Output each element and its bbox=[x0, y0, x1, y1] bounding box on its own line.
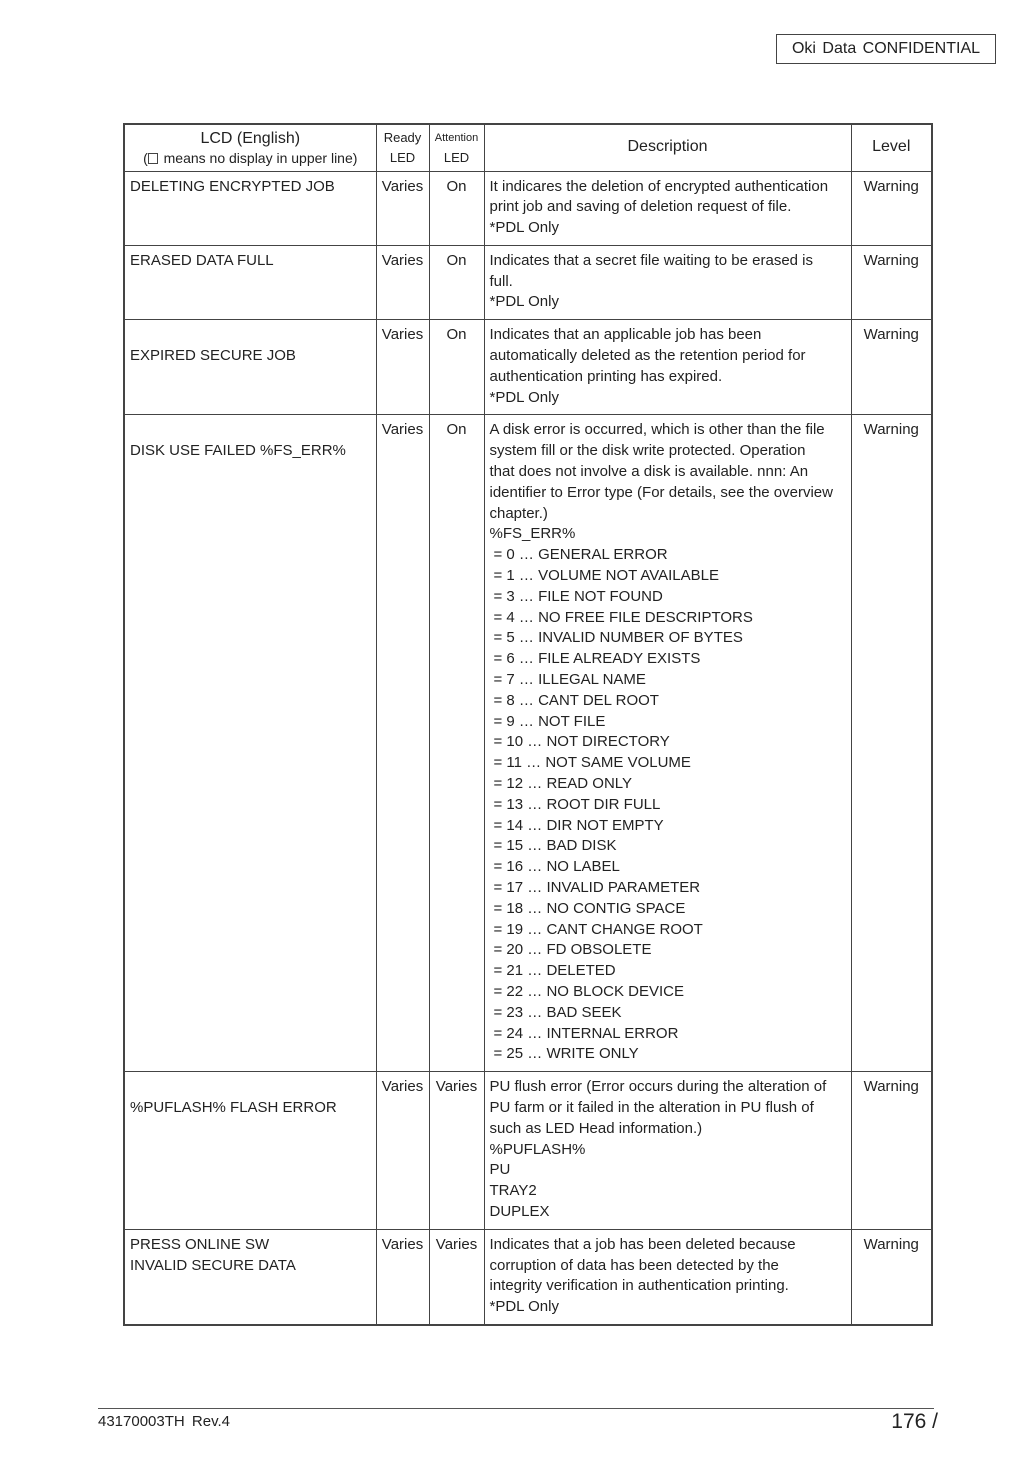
error-code-item: = 21 … DELETED bbox=[493, 962, 616, 980]
error-code-item: = 5 … INVALID NUMBER OF BYTES bbox=[493, 629, 743, 647]
level-cell: Warning bbox=[851, 415, 932, 1072]
level-cell: Warning bbox=[851, 171, 932, 245]
error-code-item: = 24 … INTERNAL ERROR bbox=[493, 1024, 679, 1042]
ready-led-cell: Varies bbox=[376, 245, 429, 319]
table-row bbox=[124, 245, 932, 319]
error-code-item: = 23 … BAD SEEK bbox=[493, 1003, 622, 1021]
error-code-item: = 25 … WRITE ONLY bbox=[493, 1045, 639, 1063]
error-code-item: = 7 … ILLEGAL NAME bbox=[493, 671, 646, 689]
attention-led-cell: On bbox=[429, 415, 484, 1072]
error-code-item: = 16 … NO LABEL bbox=[493, 858, 620, 876]
error-code-item: = 6 … FILE ALREADY EXISTS bbox=[493, 650, 701, 668]
error-code-item: = 11 … NOT SAME VOLUME bbox=[493, 754, 691, 772]
lcd-header-title: LCD (English) bbox=[200, 129, 301, 147]
ready-led-cell: Varies bbox=[376, 320, 429, 415]
ready-led-cell: Varies bbox=[376, 171, 429, 245]
error-code-item: = 22 … NO BLOCK DEVICE bbox=[493, 982, 684, 1000]
attention-led-cell: Varies bbox=[429, 1229, 484, 1325]
lcd-message-table bbox=[123, 123, 933, 1326]
confidential-label: Oki Data CONFIDENTIAL bbox=[776, 34, 996, 64]
document-id: 43170003TH Rev.4 bbox=[98, 1413, 230, 1430]
footer-divider bbox=[98, 1408, 934, 1409]
error-code-item: = 18 … NO CONTIG SPACE bbox=[493, 899, 686, 917]
lcd-cell: DELETING ENCRYPTED JOB bbox=[124, 171, 376, 245]
attention-led-cell: On bbox=[429, 245, 484, 319]
table-row bbox=[124, 1229, 932, 1325]
ready-led-cell: Varies bbox=[376, 1229, 429, 1325]
lcd-header-note: ( means no display in upper line) bbox=[143, 149, 358, 166]
level-header: Level bbox=[851, 124, 932, 171]
error-code-item: = 0 … GENERAL ERROR bbox=[493, 546, 668, 564]
attention-led-cell: On bbox=[429, 320, 484, 415]
lcd-cell: DISK USE FAILED %FS_ERR% bbox=[124, 415, 376, 1072]
table-header-row bbox=[124, 124, 932, 171]
description-cell: A disk error is occurred, which is other than the file system fill or the disk write protected. Operation that does not involve a disk is available. nnn: An identifier to Error type (For details, see the overview chapter.) %FS_ERR% = 0 … GENERAL ERROR = 1 … VOLUME NOT AVAILABLE = 3 … FILE NOT FOUND = 4 … NO FREE FILE DESCRIPTORS = 5 … INVALID NUMBER OF BYTES = 6 … FILE ALREADY EXISTS = 7 … ILLEGAL NAME = 8 … CANT DEL ROOT = 9 … NOT FILE = 10 … NOT DIRECTORY = 11 … NOT SAME VOLUME = 12 … READ ONLY = 13 … ROOT DIR FULL = 14 … DIR NOT EMPTY = 15 … BAD DISK = 16 … NO LABEL = 17 … INVALID PARAMETER = 18 … NO CONTIG SPACE = 19 … CANT CHANGE ROOT = 20 … FD OBSOLETE = 21 … DELETED = 22 … NO BLOCK DEVICE = 23 … BAD SEEK = 24 … INTERNAL ERROR = 25 … WRITE ONLY bbox=[484, 415, 851, 1072]
error-code-item: = 17 … INVALID PARAMETER bbox=[493, 879, 701, 896]
attention-led-header: Attention LED bbox=[429, 124, 484, 171]
description-cell: Indicates that an applicable job has been automatically deleted as the retention period for authentication printing has expired. *PDL Only bbox=[484, 320, 851, 415]
error-code-item: = 12 … READ ONLY bbox=[493, 775, 633, 793]
error-code-item: = 4 … NO FREE FILE DESCRIPTORS bbox=[493, 608, 753, 626]
lcd-cell: PRESS ONLINE SW INVALID SECURE DATA bbox=[124, 1229, 376, 1325]
attention-led-cell: Varies bbox=[429, 1072, 484, 1230]
level-cell: Warning bbox=[851, 245, 932, 319]
ready-led-cell: Varies bbox=[376, 415, 429, 1072]
error-code-item: = 9 … NOT FILE bbox=[493, 712, 606, 730]
table-row bbox=[124, 320, 932, 415]
attention-led-cell: On bbox=[429, 171, 484, 245]
lcd-cell: EXPIRED SECURE JOB bbox=[124, 320, 376, 415]
error-code-item: = 1 … VOLUME NOT AVAILABLE bbox=[493, 567, 720, 585]
error-code-item: = 3 … FILE NOT FOUND bbox=[493, 587, 663, 605]
error-code-item: = 19 … CANT CHANGE ROOT bbox=[493, 920, 703, 938]
description-cell: Indicates that a secret file waiting to be erased is full. *PDL Only bbox=[484, 245, 851, 319]
error-code-item: = 10 … NOT DIRECTORY bbox=[493, 733, 670, 751]
level-cell: Warning bbox=[851, 1229, 932, 1325]
error-code-item: = 8 … CANT DEL ROOT bbox=[493, 691, 659, 709]
description-cell: It indicares the deletion of encrypted authentication print job and saving of deletion request of file. *PDL Only bbox=[484, 171, 851, 245]
lcd-cell: %PUFLASH% FLASH ERROR bbox=[124, 1072, 376, 1230]
description-cell: PU flush error (Error occurs during the alteration of PU farm or it failed in the alteration in PU flush of such as LED Head information.) %PUFLASH% PU TRAY2 DUPLEX bbox=[484, 1072, 851, 1230]
error-code-item: = 13 … ROOT DIR FULL bbox=[493, 795, 661, 813]
lcd-cell: ERASED DATA FULL bbox=[124, 245, 376, 319]
ready-led-cell: Varies bbox=[376, 1072, 429, 1230]
error-code-item: = 20 … FD OBSOLETE bbox=[493, 941, 652, 959]
description-header: Description bbox=[484, 124, 851, 171]
level-cell: Warning bbox=[851, 1072, 932, 1230]
blank-box-icon bbox=[148, 153, 158, 164]
table-row bbox=[124, 171, 932, 245]
page-number: 176 / bbox=[891, 1410, 938, 1433]
error-code-item: = 15 … BAD DISK bbox=[493, 837, 617, 855]
table-row bbox=[124, 415, 932, 1072]
error-code-item: = 14 … DIR NOT EMPTY bbox=[493, 816, 664, 834]
level-cell: Warning bbox=[851, 320, 932, 415]
lcd-column-header bbox=[124, 124, 376, 171]
table-row bbox=[124, 1072, 932, 1230]
ready-led-header: Ready LED bbox=[376, 124, 429, 171]
description-cell: Indicates that a job has been deleted because corruption of data has been detected by the integrity verification in authentication printing. *PDL Only bbox=[484, 1229, 851, 1325]
